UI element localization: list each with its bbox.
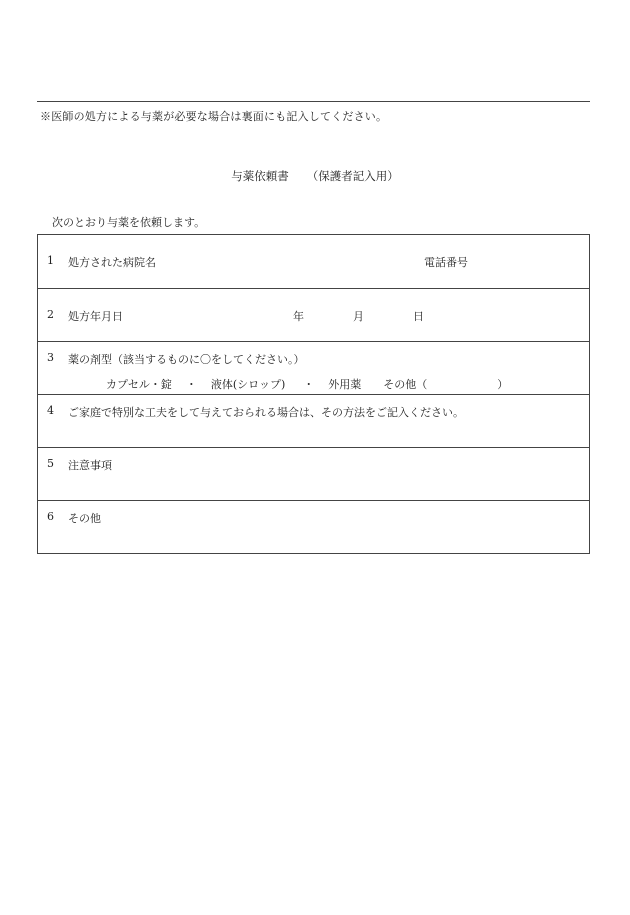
month-label: 月 xyxy=(353,310,364,323)
row-precautions xyxy=(38,447,589,500)
dosage-form-options xyxy=(106,376,508,392)
form-title xyxy=(0,168,630,184)
precautions-label: 注意事項 xyxy=(68,459,112,472)
row-number: 1 xyxy=(47,254,54,267)
row-hospital xyxy=(38,235,589,288)
phone-number-label: 電話番号 xyxy=(424,256,468,269)
dosage-form-label: 薬の剤型（該当するものに〇をしてください。） xyxy=(68,353,305,366)
option-external-medicine[interactable]: 外用薬 xyxy=(328,378,362,391)
option-capsule-tablet[interactable]: カプセル・錠 xyxy=(106,378,172,391)
row-other xyxy=(38,500,589,553)
row-special-method xyxy=(38,394,589,447)
option-separator: ・ xyxy=(185,378,197,391)
option-other[interactable]: その他（ xyxy=(383,378,428,391)
option-liquid-syrup[interactable]: 液体(シロップ) xyxy=(210,378,286,391)
option-other-close: ） xyxy=(497,378,509,391)
row-number: 5 xyxy=(47,457,54,470)
row-number: 4 xyxy=(47,404,54,417)
intro-text: 次のとおり与薬を依頼します。 xyxy=(52,216,206,229)
option-separator: ・ xyxy=(303,378,315,391)
request-form-table xyxy=(37,234,590,554)
form-title-sub: （保護者記入用） xyxy=(306,169,399,183)
special-method-label: ご家庭で特別な工夫をして与えておられる場合は、その方法をご記入ください。 xyxy=(68,406,464,419)
day-label: 日 xyxy=(413,310,424,323)
row-number: 2 xyxy=(47,308,54,321)
top-divider xyxy=(37,101,590,102)
year-label: 年 xyxy=(293,310,304,323)
row-prescription-date xyxy=(38,288,589,341)
prescription-date-label: 処方年月日 xyxy=(68,310,123,323)
row-dosage-form xyxy=(38,341,589,394)
row-number: 3 xyxy=(47,351,54,364)
other-label: その他 xyxy=(68,512,101,525)
row-number: 6 xyxy=(47,510,54,523)
back-side-note: ※医師の処方による与薬が必要な場合は裏面にも記入してください。 xyxy=(40,110,388,123)
form-title-main: 与薬依頼書 xyxy=(231,169,289,183)
hospital-name-label: 処方された病院名 xyxy=(68,256,156,269)
